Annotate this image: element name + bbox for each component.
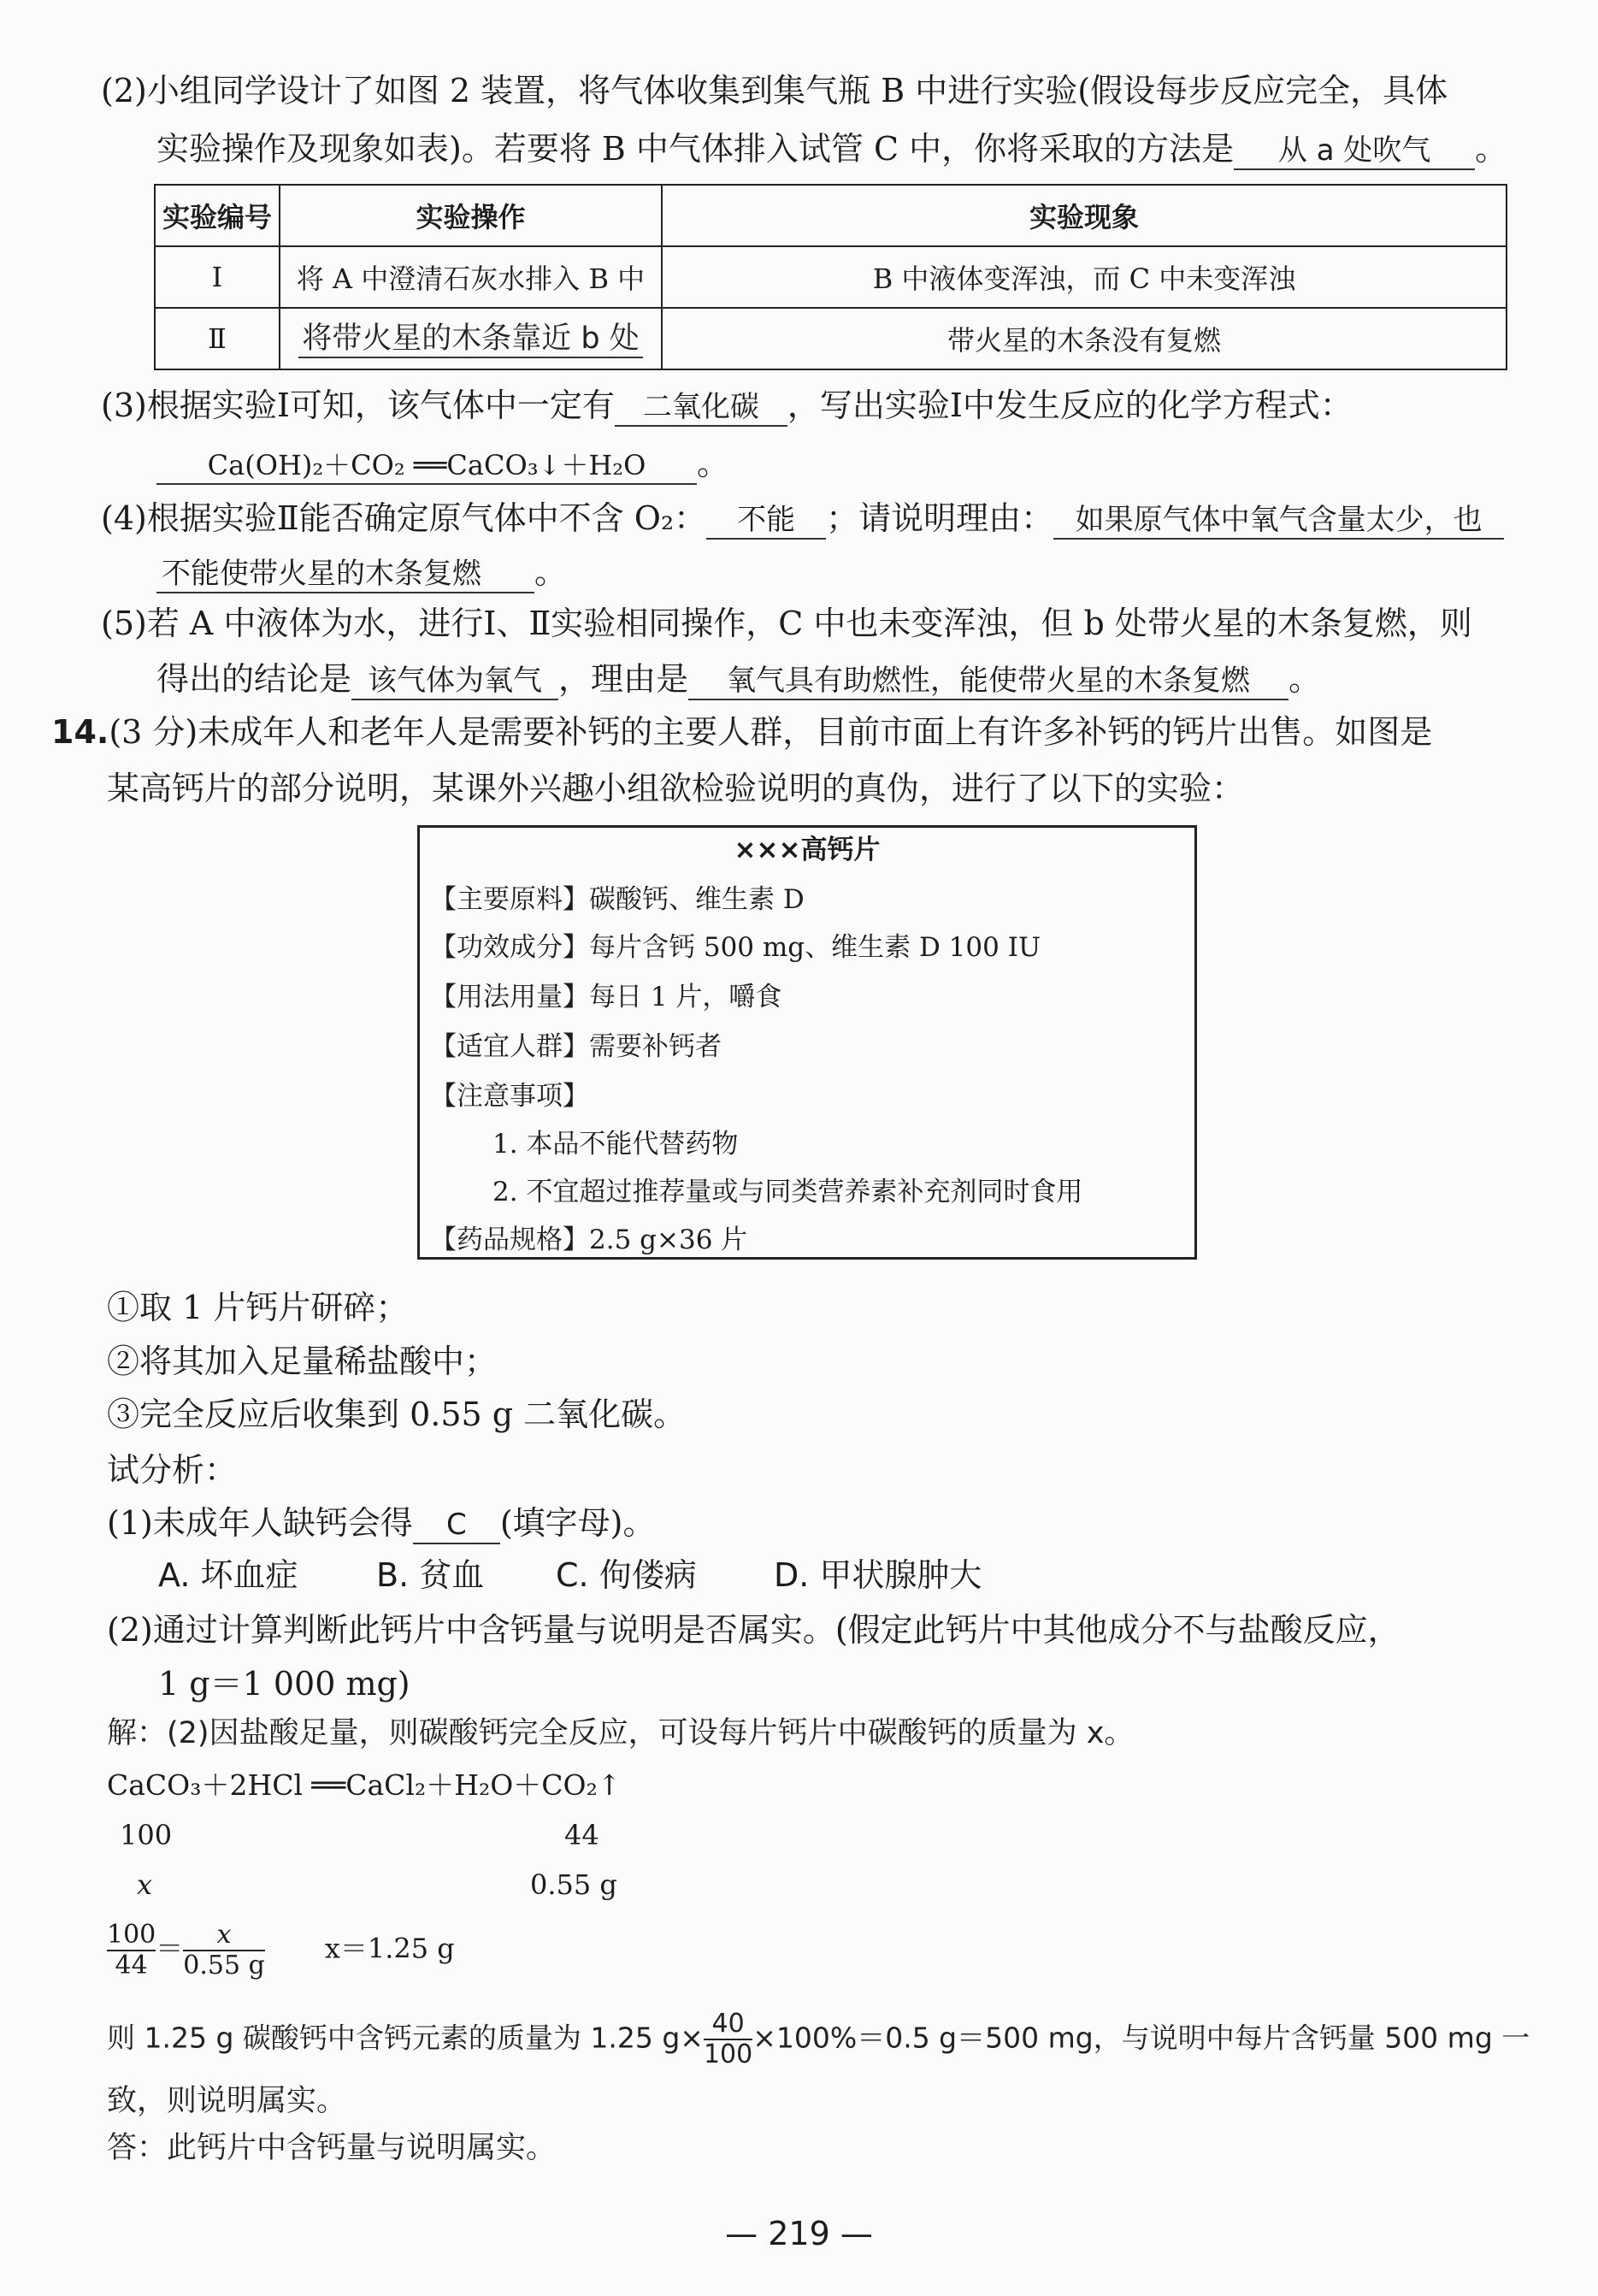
fraction-2	[183, 1921, 265, 1980]
q3-answer: 二氧化碳	[642, 390, 759, 424]
analysis-q1	[107, 1502, 655, 1544]
q4-reason2-blank	[156, 554, 534, 593]
q4-answer-blank	[706, 500, 826, 540]
q5-end: 。	[1288, 660, 1322, 698]
header-phen: 实验现象	[662, 185, 1507, 246]
solution-line2: 致，则说明属实。	[107, 2084, 347, 2118]
solution-result: x＝1.25 g	[324, 1932, 455, 1965]
q3-line1	[101, 385, 1353, 427]
q5-answer2-blank	[688, 661, 1288, 700]
analysis-label: 试分析：	[107, 1451, 238, 1489]
experiment-table	[154, 184, 1507, 370]
q4-text: (4)根据实验Ⅱ能否确定原气体中不含 O₂：	[101, 499, 707, 537]
q4-line1	[101, 498, 1504, 540]
q4-end: 。	[534, 553, 568, 591]
q2-answer: 从 a 处吹气	[1277, 133, 1431, 168]
q14-number: 14.	[51, 713, 109, 751]
frac2-bot: 0.55 g	[183, 1951, 265, 1980]
row1-op: 将 A 中澄清石灰水排入 B 中	[280, 246, 662, 308]
solution-calc	[107, 2010, 1530, 2069]
analysis-q2-line2: 1 g＝1 000 mg)	[158, 1665, 410, 1703]
label-row: 1. 本品不能代替药物	[492, 1129, 739, 1160]
row1-phen: B 中液体变浑浊，而 C 中未变浑浊	[662, 246, 1507, 308]
row2-op-answer: 将带火星的木条靠近 b 处	[298, 321, 642, 358]
q5-line2	[156, 658, 1321, 700]
option-c: C. 佝偻病	[556, 1556, 697, 1594]
solution-m1: 100	[120, 1819, 173, 1851]
label-row: 【适宜人群】需要补钙者	[430, 1031, 722, 1062]
label-row: 【药品规格】2.5 g×36 片	[430, 1225, 748, 1255]
solution-equation: CaCO₃＋2HCl ══CaCl₂＋H₂O＋CO₂↑	[107, 1768, 622, 1802]
equals: ＝	[156, 1932, 184, 1965]
fraction-1	[107, 1921, 156, 1980]
page-number: — 219 —	[725, 2215, 873, 2252]
label-row: 2. 不宜超过推荐量或与同类营养素补充剂同时食用	[492, 1177, 1083, 1207]
q3-text-post: ，写出实验Ⅰ中发生反应的化学方程式：	[787, 387, 1353, 424]
q4-mid: ；请说明理由：	[826, 499, 1054, 537]
q5-text: 得出的结论是	[156, 660, 352, 698]
fraction-3	[704, 2010, 752, 2069]
q4-reason2: 不能使带火星的木条复燃	[162, 557, 481, 591]
q2-line2	[156, 128, 1507, 170]
frac1-bot: 44	[115, 1951, 148, 1980]
q5-answer1-blank	[351, 661, 558, 700]
label-row: 【注意事项】	[430, 1081, 589, 1112]
analysis-q2-line1: (2)通过计算判断此钙片中含钙量与说明是否属实。(假定此钙片中其他成分不与盐酸反应，	[107, 1611, 1400, 1649]
q14-text: (3 分)未成年人和老年人是需要补钙的主要人群，目前市面上有许多补钙的钙片出售。如图是	[109, 713, 1433, 751]
q3-end: 。	[697, 445, 730, 482]
q3-equation: Ca(OH)₂＋CO₂ ══CaCO₃↓＋H₂O	[156, 447, 697, 485]
header-id: 实验编号	[155, 185, 280, 246]
frac1-top: 100	[107, 1920, 156, 1950]
label-row: 【主要原料】碳酸钙、维生素 D	[430, 884, 805, 915]
step-1: ①取 1 片钙片研碎；	[107, 1289, 409, 1326]
q2-line1: (2)小组同学设计了如图 2 装置，将气体收集到集气瓶 B 中进行实验(假设每步反应完全，具体	[101, 72, 1448, 109]
label-row: 【功效成分】每片含钙 500 mg、维生素 D 100 IU	[430, 932, 1041, 963]
q5-line1: (5)若 A 中液体为水，进行Ⅰ、Ⅱ实验相同操作，C 中也未变浑浊，但 b 处带火星的木条复燃，则	[101, 605, 1472, 642]
q4-reason-blank	[1053, 500, 1504, 540]
row2-id: Ⅱ	[155, 308, 280, 369]
solution-m2: 44	[564, 1819, 599, 1851]
analysis-q1-post: (填字母)。	[499, 1504, 656, 1542]
table-row	[155, 308, 1507, 369]
solution-proportion	[107, 1921, 455, 1980]
solution-calc-pre: 则 1.25 g 碳酸钙中含钙元素的质量为 1.25 g×	[107, 2021, 704, 2055]
step-3: ③完全反应后收集到 0.55 g 二氧化碳。	[107, 1396, 687, 1433]
option-b: B. 贫血	[376, 1556, 485, 1594]
q3-answer-blank	[615, 387, 787, 427]
row2-op	[280, 308, 662, 369]
step-2: ②将其加入足量稀盐酸中；	[107, 1343, 498, 1380]
row1-id: Ⅰ	[155, 246, 280, 308]
q4-reason1: 如果原气体中氧气含量太少，也	[1075, 503, 1483, 537]
header-op: 实验操作	[280, 185, 662, 246]
solution-answer: 答：此钙片中含钙量与说明属实。	[107, 2131, 557, 2165]
q2-end: 。	[1475, 130, 1508, 168]
product-label-box	[417, 825, 1197, 1260]
q3-line2	[156, 443, 729, 485]
solution-calc-post: ×100%＝0.5 g＝500 mg，与说明中每片含钙量 500 mg 一	[752, 2021, 1530, 2055]
q2-answer-blank	[1234, 131, 1475, 170]
q4-line2	[156, 552, 567, 593]
q4-answer: 不能	[737, 503, 796, 537]
option-d: D. 甲状腺肿大	[774, 1556, 982, 1594]
q14-line2: 某高钙片的部分说明，某课外兴趣小组欲检验说明的真伪，进行了以下的实验：	[107, 770, 1245, 807]
q5-answer1: 该气体为氧气	[368, 664, 543, 698]
analysis-q1-answer: C	[445, 1508, 467, 1542]
frac3-bot: 100	[703, 2039, 753, 2069]
table-header-row	[155, 185, 1507, 246]
q3-text: (3)根据实验Ⅰ可知，该气体中一定有	[101, 387, 615, 424]
solution-v2: 0.55 g	[530, 1868, 617, 1901]
label-row: 【用法用量】每日 1 片，嚼食	[430, 982, 782, 1012]
analysis-q1-text: (1)未成年人缺钙会得	[107, 1504, 413, 1542]
solution-v1: x	[137, 1868, 153, 1901]
solution-intro: 解：(2)因盐酸足量，则碳酸钙完全反应，可设每片钙片中碳酸钙的质量为 x。	[107, 1716, 1135, 1750]
q14-line1	[51, 711, 1432, 753]
q5-answer2: 氧气具有助燃性，能使带火星的木条复燃	[727, 664, 1251, 698]
analysis-q1-blank	[413, 1505, 500, 1544]
frac2-top: x	[183, 1921, 265, 1951]
label-title: ×××高钙片	[734, 835, 881, 865]
row2-phen: 带火星的木条没有复燃	[662, 308, 1507, 369]
option-a: A. 坏血症	[158, 1556, 298, 1594]
frac3-top: 40	[704, 2010, 752, 2040]
q5-mid: ，理由是	[558, 660, 689, 698]
q2-line2-text: 实验操作及现象如表)。若要将 B 中气体排入试管 C 中，你将采取的方法是	[156, 130, 1235, 168]
table-row	[155, 246, 1507, 308]
